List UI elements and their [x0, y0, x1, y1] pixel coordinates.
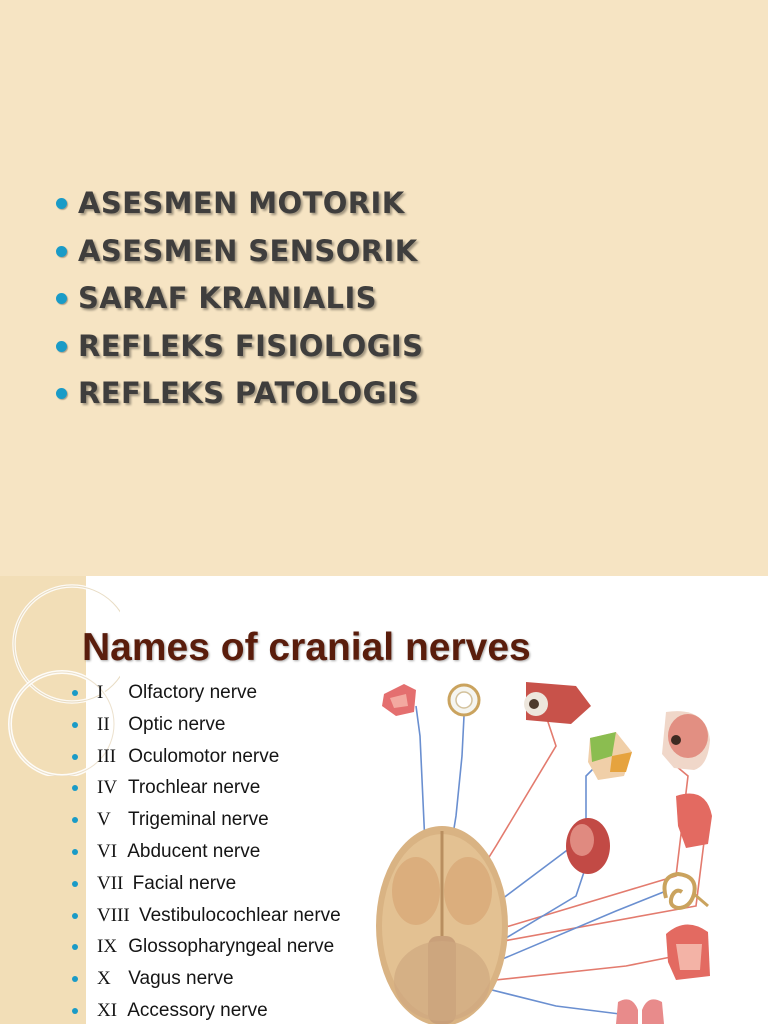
slide-title: Names of cranial nerves — [82, 626, 531, 669]
nerve-list-item — [70, 773, 341, 805]
topic-item — [54, 231, 423, 279]
nerve-name: Accessory nerve — [127, 999, 268, 1021]
nerve-numeral: VIII — [97, 904, 130, 926]
nerve-list-item — [70, 710, 341, 742]
cranial-nerves-anatomy-illustration — [376, 676, 716, 1024]
nerve-numeral: IV — [97, 777, 118, 799]
nerve-name: Vestibulocochlear nerve — [138, 904, 341, 926]
nerve-name: Glossopharyngeal nerve — [128, 936, 335, 958]
bullet-icon — [72, 817, 78, 823]
nerve-name: Abducent nerve — [127, 840, 261, 862]
nerve-list-item — [70, 805, 341, 837]
topic-label: ASESMEN SENSORIK — [78, 233, 418, 268]
nerve-name: Optic nerve — [128, 713, 226, 735]
nerve-list-item — [70, 678, 341, 710]
nerve-numeral: V — [97, 809, 111, 831]
nerve-numeral: VI — [97, 840, 118, 862]
topic-label: REFLEKS FISIOLOGIS — [78, 328, 424, 363]
nerve-name: Trigeminal nerve — [127, 809, 269, 831]
bullet-icon — [72, 976, 78, 982]
nerve-list-item — [70, 996, 341, 1024]
bullet-icon — [56, 293, 67, 304]
bullet-icon — [72, 944, 78, 950]
bullet-icon — [72, 785, 78, 791]
bullet-icon — [72, 690, 78, 696]
topic-item — [54, 326, 423, 374]
bullet-icon — [56, 388, 67, 399]
topics-list — [54, 183, 423, 421]
nerve-list-item — [70, 932, 341, 964]
topic-label: REFLEKS PATOLOGIS — [78, 376, 420, 410]
bullet-icon — [56, 341, 67, 352]
nerve-list-item — [70, 742, 341, 774]
topic-label: ASESMEN MOTORIK — [78, 186, 405, 220]
nerve-name: Trochlear nerve — [127, 777, 261, 799]
nerve-name: Facial nerve — [132, 872, 237, 894]
cranial-nerve-list — [70, 678, 341, 1024]
bullet-icon — [72, 754, 78, 760]
nerve-numeral: IX — [97, 936, 118, 958]
nerve-numeral: I — [97, 682, 104, 703]
topic-item — [54, 278, 423, 326]
nerve-numeral: X — [97, 968, 111, 990]
nerve-numeral: VII — [97, 872, 124, 894]
nerve-list-item — [70, 964, 341, 996]
nerve-list-item — [70, 837, 341, 869]
bullet-icon — [72, 1008, 78, 1014]
nerve-numeral: III — [97, 745, 116, 767]
topic-label: SARAF KRANIALIS — [78, 281, 377, 315]
bullet-icon — [72, 881, 78, 887]
nerve-name: Vagus nerve — [128, 968, 234, 990]
topic-item — [54, 183, 423, 231]
nerve-name: Olfactory nerve — [128, 682, 258, 703]
nerve-list-item — [70, 901, 341, 933]
topic-item — [54, 373, 423, 421]
nerve-list-item — [70, 869, 341, 901]
nerve-name: Oculomotor nerve — [128, 745, 280, 767]
bullet-icon — [56, 198, 67, 209]
bullet-icon — [72, 913, 78, 919]
nerve-numeral: XI — [97, 999, 118, 1021]
bullet-icon — [56, 246, 67, 257]
slide-cranial-nerves — [0, 576, 768, 1024]
bullet-icon — [72, 722, 78, 728]
bullet-icon — [72, 849, 78, 855]
nerve-numeral: II — [97, 713, 110, 735]
